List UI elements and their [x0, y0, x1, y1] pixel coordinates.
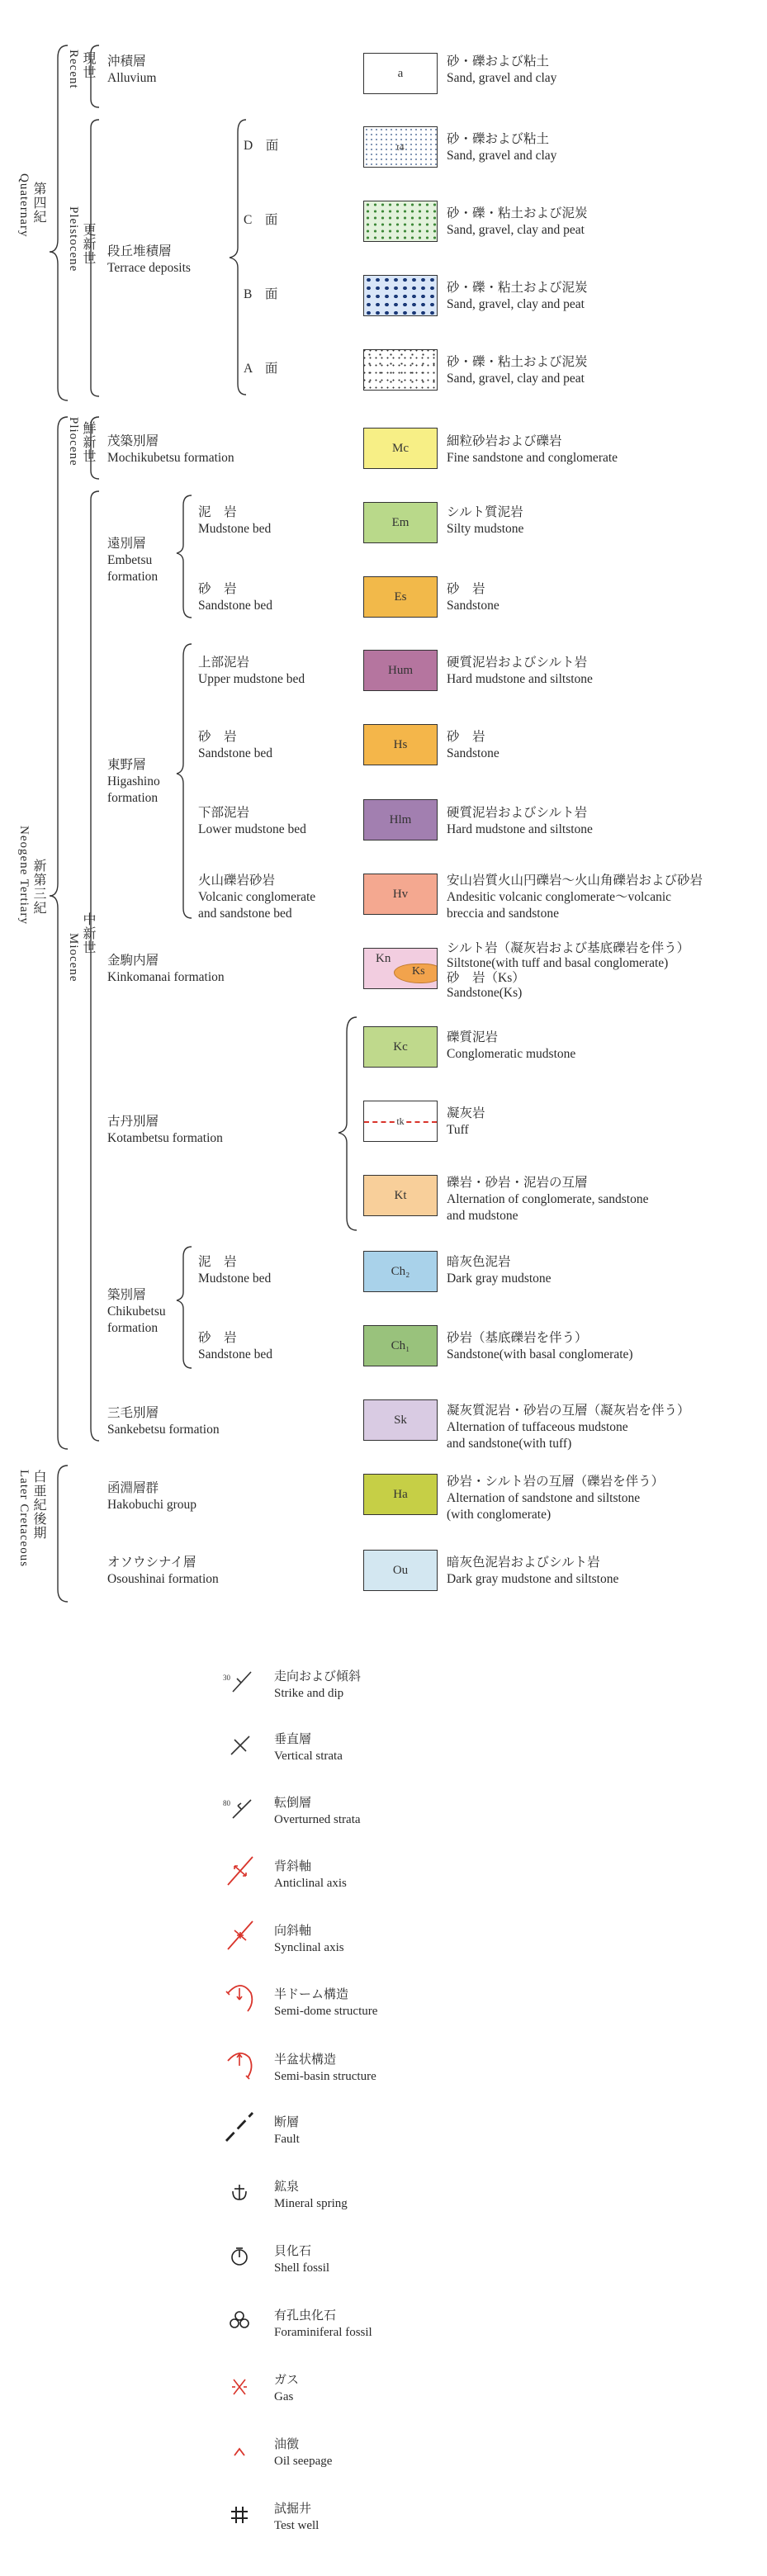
hv-desc-ja: 安山岩質火山円礫岩～火山角礫岩および砂岩	[447, 874, 703, 888]
sankebetsu-desc-en-2: and sandstone(with tuff)	[447, 1437, 572, 1451]
es-desc-ja: 砂 岩	[447, 582, 485, 596]
ch1-name-en: Sandstone bed	[198, 1347, 272, 1361]
semi-dome-icon	[223, 1982, 256, 2015]
pleistocene-label-ja: 更新世	[81, 223, 95, 265]
ch1-name-ja: 砂 岩	[198, 1331, 237, 1345]
test-well-ja: 試掘井	[274, 2503, 312, 2516]
kc-swatch: Kc	[363, 1026, 438, 1068]
hum-desc-en: Hard mudstone and siltstone	[447, 672, 593, 686]
hv-swatch: Hv	[363, 874, 438, 915]
ch2-desc-ja: 暗灰色泥岩	[447, 1255, 511, 1269]
kotambetsu-name-en: Kotambetsu formation	[107, 1131, 223, 1145]
ch1-desc-en: Sandstone(with basal conglomerate)	[447, 1347, 633, 1361]
tuff-symbol: tk	[396, 1115, 405, 1127]
terrace-c-desc-en: Sand, gravel, clay and peat	[447, 223, 585, 237]
chikubetsu-name-ja: 築別層	[107, 1288, 146, 1302]
higashino-name-en-1: Higashino	[107, 774, 160, 788]
hs-desc-en: Sandstone	[447, 746, 499, 760]
oil-seepage-ja: 油徴	[274, 2438, 300, 2451]
terrace-c-desc-ja: 砂・礫・粘土および泥炭	[447, 206, 588, 220]
terrace-c-label: C 面	[244, 213, 278, 227]
mochikubetsu-desc-ja: 細粒砂岩および礫岩	[447, 434, 562, 448]
alluvium-name-ja: 沖積層	[107, 54, 146, 69]
osoushinai-name-en: Osoushinai formation	[107, 1572, 219, 1586]
chikubetsu-name-en-1: Chikubetsu	[107, 1305, 166, 1319]
test-well-en: Test well	[274, 2519, 320, 2532]
strike-dip-ja: 走向および傾斜	[274, 1670, 362, 1683]
pliocene-label-en: Pliocene	[67, 417, 80, 466]
hakobuchi-name-en: Hakobuchi group	[107, 1498, 197, 1512]
terrace-b-label: B 面	[244, 287, 278, 301]
terrace-a-label: A 面	[244, 362, 278, 376]
es-swatch: Es	[363, 576, 438, 618]
miocene-label-en: Miocene	[67, 933, 80, 983]
osoushinai-desc-ja: 暗灰色泥岩およびシルト岩	[447, 1556, 600, 1570]
overturned-strata-number: 80	[223, 1799, 230, 1807]
pleistocene-label-en: Pleistocene	[67, 206, 80, 272]
embetsu-name-ja: 遠別層	[107, 537, 146, 551]
hum-desc-ja: 硬質泥岩およびシルト岩	[447, 656, 588, 670]
pliocene-label-ja: 鮮新世	[81, 421, 95, 463]
em-desc-en: Silty mudstone	[447, 522, 524, 536]
foraminiferal-fossil-icon	[223, 2304, 256, 2337]
ch2-name-ja: 泥 岩	[198, 1255, 237, 1269]
semi-dome-en: Semi-dome structure	[274, 2005, 378, 2018]
sankebetsu-name-ja: 三毛別層	[107, 1406, 159, 1420]
cretaceous-label-ja: 白亜紀後期	[31, 1470, 45, 1540]
higashino-name-en-2: formation	[107, 791, 159, 805]
terrace-d-desc-en: Sand, gravel and clay	[447, 149, 557, 163]
hakobuchi-desc-ja: 砂岩・シルト岩の互層（礫岩を伴う）	[447, 1475, 665, 1489]
synclinal-axis-icon	[223, 1918, 256, 1951]
alluvium-swatch: a	[363, 53, 438, 94]
vertical-strata-ja: 垂直層	[274, 1733, 312, 1746]
synclinal-axis-ja: 向斜軸	[274, 1925, 312, 1938]
alluvium-name-en: Alluvium	[107, 71, 157, 85]
alluvium-desc-ja: 砂・礫および粘土	[447, 54, 550, 69]
fault-en: Fault	[274, 2133, 300, 2146]
mochikubetsu-name-ja: 茂築別層	[107, 434, 159, 448]
foraminiferal-fossil-en: Foraminiferal fossil	[274, 2326, 372, 2339]
vertical-strata-en: Vertical strata	[274, 1750, 343, 1763]
anticlinal-axis-en: Anticlinal axis	[274, 1877, 347, 1890]
fault-icon	[223, 2110, 256, 2143]
gas-icon	[223, 2370, 256, 2403]
hs-name-en: Sandstone bed	[198, 746, 272, 760]
hlm-desc-en: Hard mudstone and siltstone	[447, 822, 593, 836]
kt-desc-ja: 礫岩・砂岩・泥岩の互層	[447, 1176, 588, 1190]
oil-seepage-en: Oil seepage	[274, 2455, 333, 2468]
sankebetsu-desc-en-1: Alternation of tuffaceous mudstone	[447, 1420, 628, 1434]
terrace-a-desc-en: Sand, gravel, clay and peat	[447, 372, 585, 386]
anticlinal-axis-ja: 背斜軸	[274, 1860, 312, 1873]
quaternary-label-en: Quaternary	[17, 173, 31, 238]
ch1-swatch: Ch₁	[363, 1325, 438, 1366]
kt-tuff-swatch	[363, 1101, 438, 1142]
fault-ja: 断層	[274, 2116, 300, 2129]
em-name-en: Mudstone bed	[198, 522, 272, 536]
foraminiferal-fossil-ja: 有孔虫化石	[274, 2309, 337, 2323]
ks-symbol: Ks	[412, 965, 425, 978]
overturned-strata-icon	[223, 1792, 256, 1825]
terrace-c-swatch	[363, 201, 438, 242]
oil-seepage-icon	[223, 2434, 256, 2467]
terrace-d-desc-ja: 砂・礫および粘土	[447, 132, 550, 146]
terrace-d-label: D 面	[244, 139, 279, 153]
mochikubetsu-desc-en: Fine sandstone and conglomerate	[447, 451, 618, 465]
hum-name-ja: 上部泥岩	[198, 656, 250, 670]
semi-basin-icon	[223, 2048, 256, 2081]
vertical-strata-icon	[223, 1728, 256, 1761]
quaternary-label-ja: 第四紀	[31, 182, 45, 224]
semi-basin-ja: 半盆状構造	[274, 2053, 337, 2067]
hakobuchi-name-ja: 函淵層群	[107, 1481, 159, 1495]
synclinal-axis-en: Synclinal axis	[274, 1941, 344, 1954]
kt-desc-en-1: Alternation of conglomerate, sandstone	[447, 1192, 649, 1206]
hakobuchi-desc-en-1: Alternation of sandstone and siltstone	[447, 1491, 641, 1505]
mineral-spring-ja: 鉱泉	[274, 2181, 300, 2194]
test-well-icon	[223, 2498, 256, 2531]
ch2-name-en: Mudstone bed	[198, 1271, 272, 1286]
strike-dip-en: Strike and dip	[274, 1687, 344, 1700]
kinkomanai-desc-4: Sandstone(Ks)	[447, 986, 523, 1000]
hv-desc-en-2: breccia and sandstone	[447, 907, 559, 921]
strike-dip-icon	[223, 1665, 256, 1698]
hs-name-ja: 砂 岩	[198, 730, 237, 744]
semi-dome-ja: 半ドーム構造	[274, 1988, 349, 2001]
overturned-strata-ja: 転倒層	[274, 1797, 312, 1810]
tertiary-label-en: Neogene Tertiary	[17, 826, 31, 926]
terrace-a-desc-ja: 砂・礫・粘土および泥炭	[447, 355, 588, 369]
hlm-name-ja: 下部泥岩	[198, 806, 250, 820]
ch2-desc-en: Dark gray mudstone	[447, 1271, 552, 1286]
recent-label-ja: 現世	[81, 51, 95, 79]
embetsu-name-en-1: Embetsu	[107, 553, 153, 567]
em-name-ja: 泥 岩	[198, 505, 237, 519]
shell-fossil-icon	[223, 2240, 256, 2273]
terrace-a-swatch	[363, 349, 438, 391]
es-desc-en: Sandstone	[447, 599, 499, 613]
osoushinai-name-ja: オソウシナイ層	[107, 1556, 196, 1570]
mochikubetsu-swatch: Mc	[363, 428, 438, 469]
kc-desc-ja: 礫質泥岩	[447, 1030, 499, 1044]
osoushinai-swatch: Ou	[363, 1550, 438, 1591]
ch2-swatch: Ch₂	[363, 1251, 438, 1292]
kt-tuff-desc-ja: 凝灰岩	[447, 1106, 485, 1120]
hv-name-en-1: Volcanic conglomerate	[198, 890, 316, 904]
terrace-b-desc-ja: 砂・礫・粘土および泥炭	[447, 281, 588, 295]
mineral-spring-icon	[223, 2176, 256, 2209]
anticlinal-axis-icon	[223, 1854, 256, 1887]
terrace-d-symbol: t4	[396, 140, 405, 153]
kinkomanai-desc-1: シルト岩（凝灰岩および基底礫岩を伴う）	[447, 941, 690, 955]
higashino-name-ja: 東野層	[107, 758, 146, 772]
cretaceous-label-en: Later Cretaceous	[17, 1470, 31, 1568]
hs-swatch: Hs	[363, 724, 438, 765]
recent-label-en: Recent	[67, 50, 80, 89]
kinkomanai-swatch	[363, 948, 438, 989]
es-name-en: Sandstone bed	[198, 599, 272, 613]
alluvium-desc-en: Sand, gravel and clay	[447, 71, 557, 85]
hv-name-en-2: and sandstone bed	[198, 907, 292, 921]
sankebetsu-desc-ja: 凝灰質泥岩・砂岩の互層（凝灰岩を伴う）	[447, 1404, 690, 1418]
embetsu-name-en-2: formation	[107, 570, 159, 584]
kinkomanai-desc-2: Siltstone(with tuff and basal conglomerate)	[447, 956, 669, 970]
terrace-d-swatch	[363, 126, 438, 168]
kt-tuff-desc-en: Tuff	[447, 1123, 469, 1137]
kc-desc-en: Conglomeratic mudstone	[447, 1047, 576, 1061]
mineral-spring-en: Mineral spring	[274, 2197, 348, 2210]
kn-symbol: Kn	[376, 952, 391, 965]
kinkomanai-name-en: Kinkomanai formation	[107, 970, 225, 984]
terrace-name-ja: 段丘堆積層	[107, 244, 172, 258]
shell-fossil-ja: 貝化石	[274, 2245, 312, 2258]
hakobuchi-desc-en-2: (with conglomerate)	[447, 1508, 552, 1522]
es-name-ja: 砂 岩	[198, 582, 237, 596]
hakobuchi-swatch: Ha	[363, 1474, 438, 1515]
hlm-swatch: Hlm	[363, 799, 438, 841]
tertiary-label-ja: 新第三紀	[31, 859, 45, 915]
terrace-b-swatch	[363, 275, 438, 316]
terrace-b-desc-en: Sand, gravel, clay and peat	[447, 297, 585, 311]
gas-en: Gas	[274, 2390, 294, 2403]
ch1-desc-ja: 砂岩（基底礫岩を伴う）	[447, 1331, 588, 1345]
hs-desc-ja: 砂 岩	[447, 730, 485, 744]
em-swatch: Em	[363, 502, 438, 543]
strike-dip-number: 30	[223, 1674, 230, 1682]
kinkomanai-name-ja: 金駒内層	[107, 954, 159, 968]
em-desc-ja: シルト質泥岩	[447, 505, 523, 519]
osoushinai-desc-en: Dark gray mudstone and siltstone	[447, 1572, 619, 1586]
kt-swatch: Kt	[363, 1175, 438, 1216]
miocene-label-ja: 中新世	[81, 912, 95, 954]
shell-fossil-en: Shell fossil	[274, 2261, 330, 2275]
hv-desc-en-1: Andesitic volcanic conglomerate～volcanic	[447, 890, 672, 904]
kotambetsu-name-ja: 古丹別層	[107, 1115, 159, 1129]
terrace-name-en: Terrace deposits	[107, 261, 191, 275]
sankebetsu-name-en: Sankebetsu formation	[107, 1423, 220, 1437]
kinkomanai-desc-3: 砂 岩（Ks）	[447, 971, 525, 985]
hlm-name-en: Lower mudstone bed	[198, 822, 306, 836]
mochikubetsu-name-en: Mochikubetsu formation	[107, 451, 234, 465]
hv-name-ja: 火山礫岩砂岩	[198, 874, 276, 888]
sankebetsu-swatch: Sk	[363, 1399, 438, 1441]
hum-name-en: Upper mudstone bed	[198, 672, 305, 686]
hum-swatch: Hum	[363, 650, 438, 691]
overturned-strata-en: Overturned strata	[274, 1813, 361, 1826]
chikubetsu-name-en-2: formation	[107, 1321, 159, 1335]
hlm-desc-ja: 硬質泥岩およびシルト岩	[447, 806, 588, 820]
semi-basin-en: Semi-basin structure	[274, 2070, 376, 2083]
gas-ja: ガス	[274, 2374, 300, 2387]
kt-desc-en-2: and mudstone	[447, 1209, 518, 1223]
